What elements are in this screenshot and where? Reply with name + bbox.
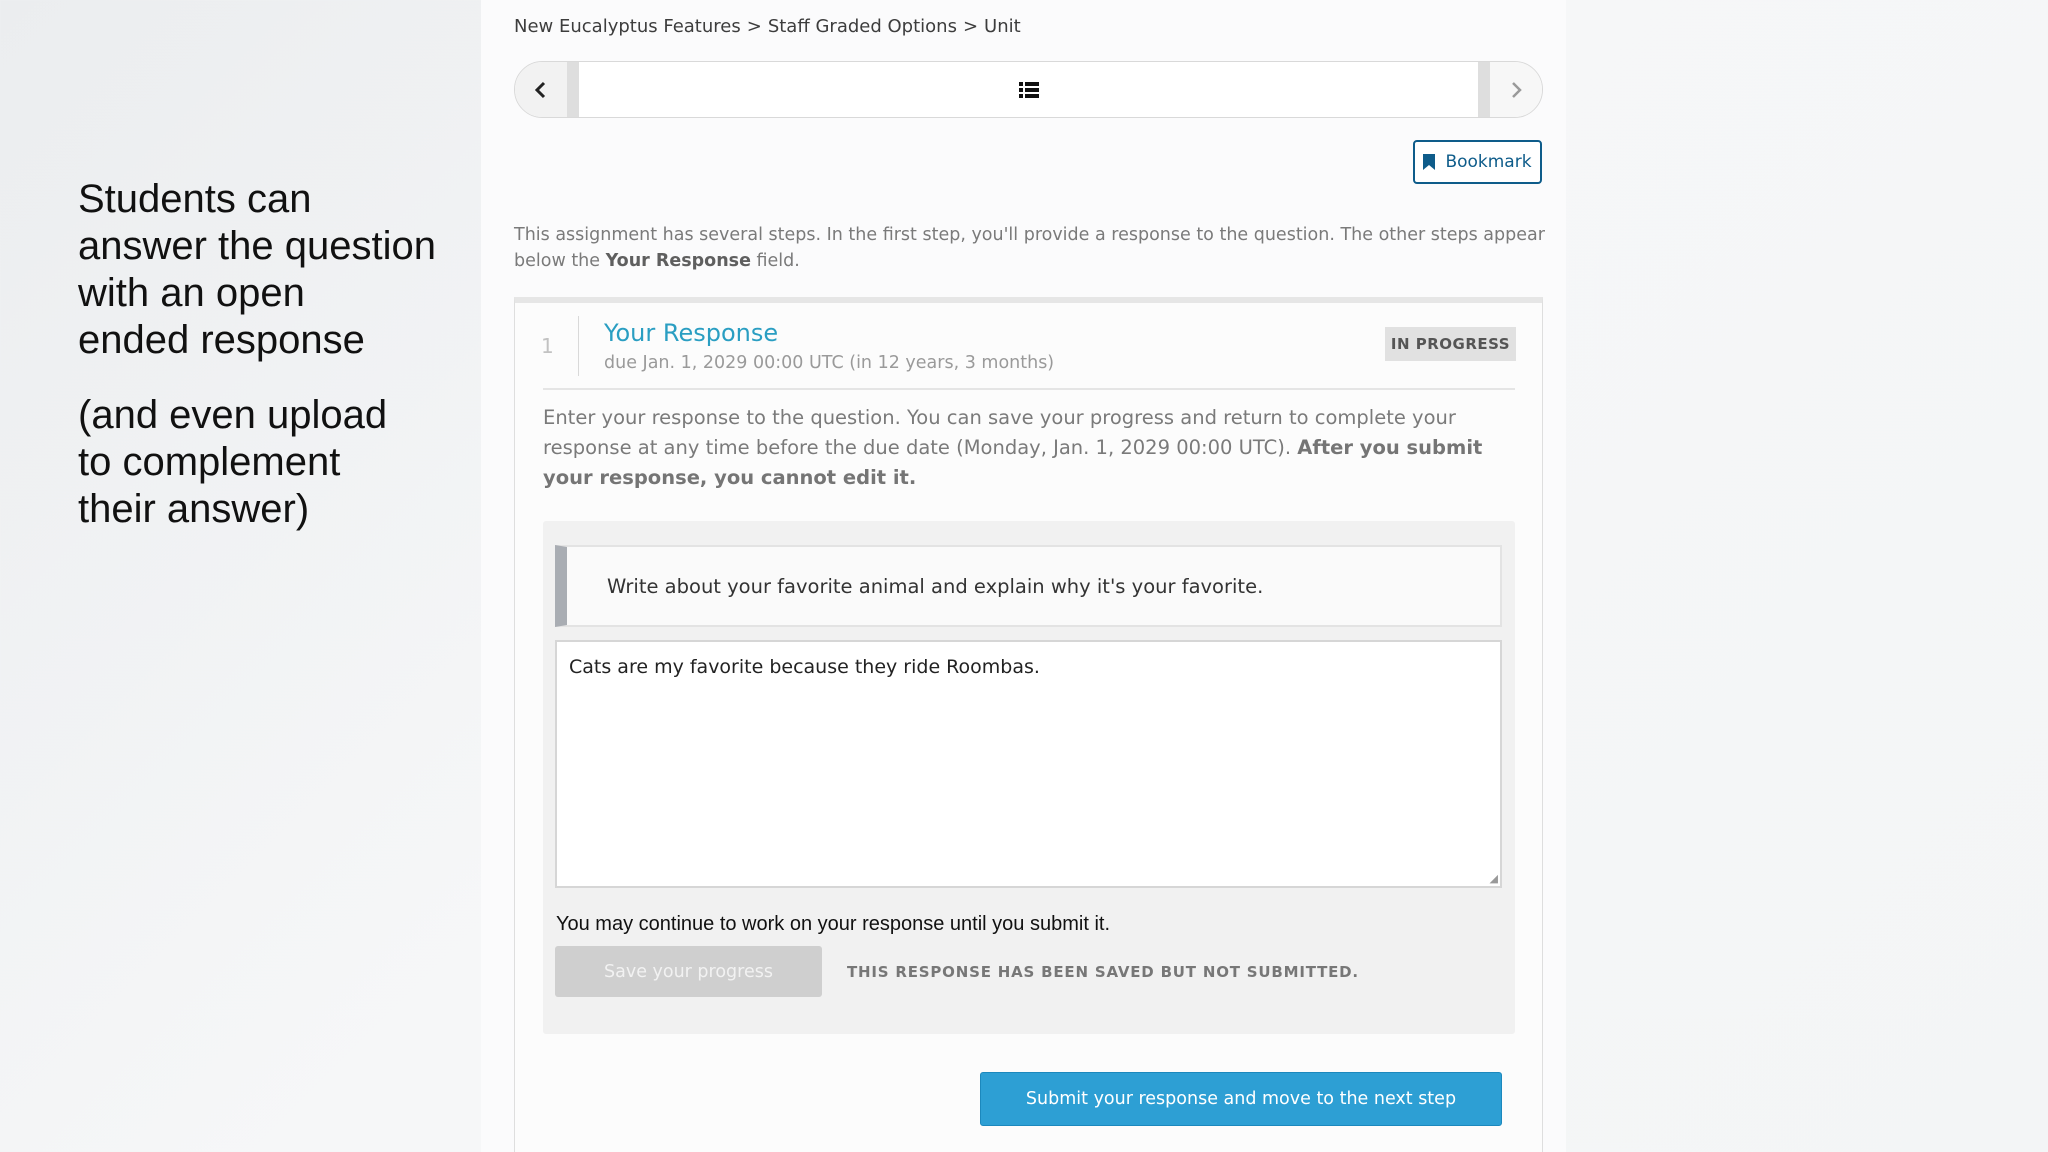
response-value: Cats are my favorite because they ride Roombas. [569,656,1040,678]
breadcrumb-separator: > [962,16,979,37]
list-icon [1019,81,1039,99]
question-prompt [555,545,1502,627]
status-badge: IN PROGRESS [1385,327,1516,361]
instructions-warning: After you submit your response, you cannot edit it. [543,436,1483,489]
save-progress-button[interactable]: Save your progress [555,946,822,997]
response-textarea[interactable] [555,640,1502,888]
sequence-tab-outline[interactable] [579,62,1478,117]
caption-paragraph-1: Students can answer the question with an open ended response [78,177,437,362]
sequence-tab-edge [567,62,579,117]
resize-handle-icon[interactable]: ◢ [1489,872,1498,885]
step-number: 1 [541,334,554,358]
response-instructions [543,403,1523,493]
bookmark-icon [1423,154,1435,170]
slide-caption [78,176,478,533]
step-title[interactable]: Your Response [604,319,779,347]
breadcrumb-item-section[interactable]: New Eucalyptus Features [514,16,741,37]
assignment-intro [514,222,1554,274]
caption-paragraph-2: (and even upload to complement their answer) [78,393,388,531]
previous-unit-button[interactable] [515,62,567,117]
sequence-navigation [514,61,1543,118]
save-status: THIS RESPONSE HAS BEEN SAVED BUT NOT SUBMITTED. [847,963,1359,981]
sequence-tab-edge [1478,62,1490,117]
chevron-right-icon [1509,81,1523,99]
breadcrumb [514,16,1021,37]
step-divider [578,316,579,376]
breadcrumb-item-subsection[interactable]: Staff Graded Options [767,16,957,37]
intro-bold: Your Response [605,251,751,271]
breadcrumb-separator: > [746,16,762,37]
continue-note: You may continue to work on your response until you submit it. [556,913,1111,935]
intro-text: This assignment has several steps. In the first step, you'll provide a response to the question. The other steps appear below the [514,225,1545,271]
bookmark-label: Bookmark [1445,152,1532,172]
submit-response-button[interactable]: Submit your response and move to the next step [980,1072,1502,1126]
prompt-text: Write about your favorite animal and explain why it's your favorite. [607,574,1264,598]
instructions-text: Enter your response to the question. You can save your progress and return to complete your response at any time before the due date (Monday, Jan. 1, 2029 00:00 UTC). [543,406,1456,459]
step-due-date: due Jan. 1, 2029 00:00 UTC (in 12 years, 3 months) [604,353,1055,373]
breadcrumb-item-unit: Unit [984,16,1021,37]
next-unit-button[interactable] [1490,62,1542,117]
step-header-divider [543,388,1515,390]
bookmark-button[interactable] [1413,140,1542,184]
intro-text-end: field. [750,251,800,271]
chevron-left-icon [534,81,548,99]
